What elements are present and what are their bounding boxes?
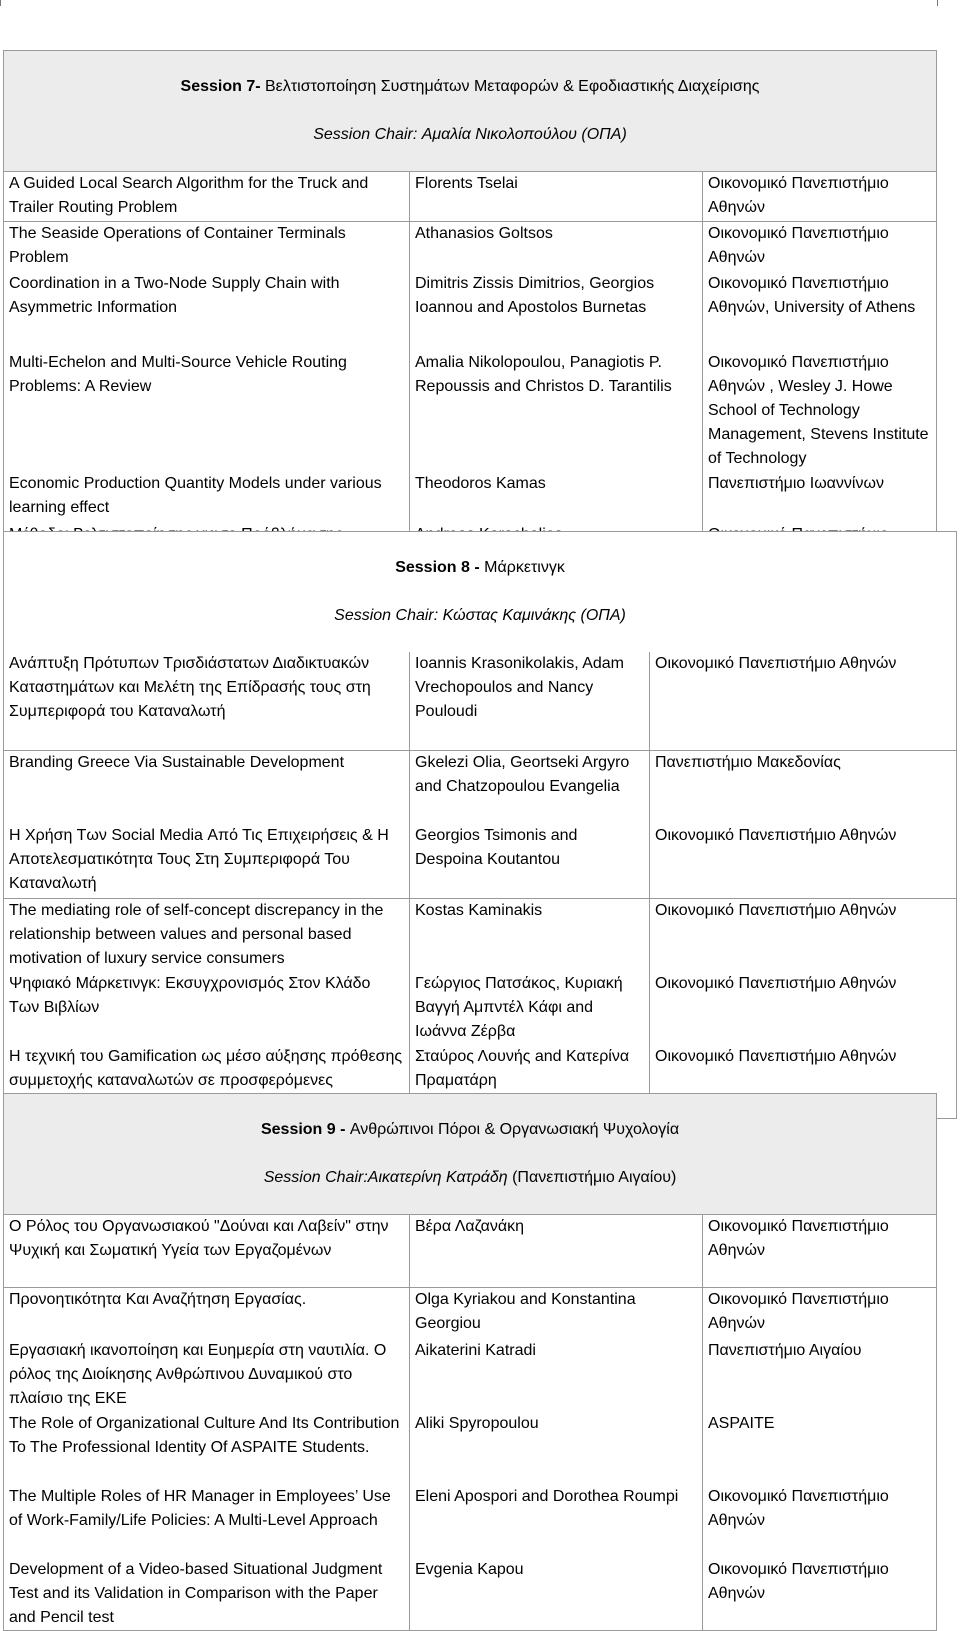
paper-title: The Seaside Operations of Container Terminals Problem xyxy=(4,222,410,272)
paper-affiliation: Οικονομικό Πανεπιστήμιο Αθηνών xyxy=(650,652,957,750)
table-row xyxy=(4,472,937,523)
paper-affiliation: Οικονομικό Πανεπιστήμιο Αθηνών xyxy=(650,972,957,1045)
paper-title: The Multiple Roles of HR Manager in Employees’ Use of Work-Family/Life Policies: A Multi-Level Approach xyxy=(9,1487,391,1529)
table-row xyxy=(4,272,937,351)
paper-title: Η τεχνική του Gamification ως μέσο αύξησης πρόθεσης συμμετοχής καταναλωτών σε προσφερόμενες xyxy=(9,1048,403,1089)
paper-authors: Athanasios Goltsos xyxy=(410,222,703,272)
session-chair: Session Chair: Αμαλία Νικολοπούλου (ΟΠΑ) xyxy=(313,126,627,143)
session-chair: Session Chair: Κώστας Καμινάκης (ΟΠΑ) xyxy=(334,607,626,624)
top-rule-left-stub xyxy=(0,0,1,6)
paper-title: Coordination in a Two-Node Supply Chain with Asymmetric Information xyxy=(9,274,340,316)
paper-authors: Eleni Apospori and Dorothea Roumpi xyxy=(410,1485,703,1558)
paper-affiliation: Οικονομικό Πανεπιστήμιο Αθηνών xyxy=(650,898,957,972)
table-row xyxy=(4,351,937,472)
paper-title: Ο Ρόλος του Οργανωσιακού "Δούναι και Λαβείν" στην Ψυχική και Σωματική Υγεία των Εργαζομένων xyxy=(9,1218,389,1259)
table-row xyxy=(4,1215,937,1288)
paper-title: Multi-Echelon and Multi-Source Vehicle Routing Problems: A Review xyxy=(9,353,347,395)
paper-authors: Gkelezi Olia, Geortseki Argyro and Chatzopoulou Evangelia xyxy=(410,750,650,824)
paper-affiliation: Οικονομικό Πανεπιστήμιο Αθηνών , Wesley J. Howe School of Technology Management, Stevens Institute of Technology xyxy=(703,351,937,472)
paper-affiliation: Οικονομικό Πανεπιστήμιο Αθηνών xyxy=(650,1045,957,1118)
paper-authors: Ioannis Krasonikolakis, Adam Vrechopoulos and Nancy Pouloudi xyxy=(410,652,650,750)
paper-affiliation: ASPAITE xyxy=(703,1412,937,1485)
paper-title: Development of a Video-based Situational Judgment Test and its Validation in Comparison with the Paper and Pencil test xyxy=(9,1560,383,1626)
paper-title: Ανάπτυξη Πρότυπων Τρισδιάστατων Διαδικτυακών Καταστημάτων και Μελέτη της Επίδρασής τους στη Συμπεριφορά του Καταναλωτή xyxy=(9,655,371,720)
table-row xyxy=(4,898,957,972)
paper-authors: Kostas Kaminakis xyxy=(410,898,650,972)
paper-title: Η Χρήση Των Social Media Από Τις Επιχειρήσεις & Η Αποτελεσματικότητα Τους Στη Συμπεριφορά Του Καταναλωτή xyxy=(9,827,389,892)
paper-title: Branding Greece Via Sustainable Development xyxy=(4,750,410,824)
paper-affiliation: Οικονομικό Πανεπιστήμιο Αθηνών xyxy=(703,1288,937,1339)
table-row xyxy=(4,972,957,1045)
session-title: Session 9 - Ανθρώπινοι Πόροι & Οργανωσιακή Ψυχολογία xyxy=(260,1121,680,1138)
paper-title: A Guided Local Search Algorithm for the Truck and Trailer Routing Problem xyxy=(9,175,369,216)
session-title: Session 7- Βελτιστοποίηση Συστημάτων Μεταφορών & Εφοδιαστικής Διαχείρισης xyxy=(180,78,760,95)
top-rule-right-stub xyxy=(937,0,938,6)
paper-authors: Theodoros Kamas xyxy=(410,472,703,523)
paper-title: Economic Production Quantity Models under various learning effect xyxy=(9,474,382,516)
paper-authors: Florents Tselai xyxy=(410,172,703,222)
paper-affiliation: Οικονομικό Πανεπιστήμιο Αθηνών xyxy=(703,1215,937,1288)
session-header xyxy=(4,51,937,172)
paper-authors: Olga Kyriakou and Konstantina Georgiou xyxy=(410,1288,703,1339)
paper-affiliation: Πανεπιστήμιο Αιγαίου xyxy=(703,1339,937,1412)
paper-affiliation: Πανεπιστήμιο Ιωαννίνων xyxy=(703,472,937,523)
session-chair: Session Chair:Αικατερίνη Κατράδη (Πανεπιστήμιο Αιγαίου) xyxy=(263,1169,677,1186)
paper-affiliation: Οικονομικό Πανεπιστήμιο Αθηνών, University of Athens xyxy=(703,272,937,351)
session-8-table xyxy=(3,531,957,1119)
table-row xyxy=(4,1412,937,1485)
paper-title: Ψηφιακό Μάρκετινγκ: Εκσυγχρονισμός Στον Κλάδο Των Βιβλίων xyxy=(9,975,371,1016)
paper-title: The Role of Organizational Culture And Its Contribution To The Professional Identity Of ASPAITE Students. xyxy=(9,1414,400,1456)
session-header xyxy=(4,532,957,653)
paper-authors: Georgios Tsimonis and Despoina Koutantou xyxy=(410,824,650,898)
paper-affiliation: Οικονομικό Πανεπιστήμιο Αθηνών xyxy=(650,824,957,898)
paper-authors: Βέρα Λαζανάκη xyxy=(410,1215,703,1288)
paper-authors: Γεώργιος Πατσάκος, Κυριακή Βαγγή Αμπντέλ Κάφι and Ιωάννα Ζέρβα xyxy=(410,972,650,1045)
session-9-table xyxy=(3,1093,937,1631)
table-row xyxy=(4,1339,937,1412)
table-row xyxy=(4,824,957,898)
paper-title: Προνοητικότητα Και Αναζήτηση Εργασίας. xyxy=(4,1288,410,1339)
table-row xyxy=(4,172,937,222)
paper-authors: Evgenia Kapou xyxy=(410,1558,703,1631)
paper-title: Εργασιακή ικανοποίηση και Ευημερία στη ναυτιλία. Ο ρόλος της Διοίκησης Ανθρώπινου Δυναμικού στο πλαίσιο της ΕΚΕ xyxy=(9,1341,387,1407)
session-title: Session 8 - Μάρκετινγκ xyxy=(395,559,565,576)
table-row xyxy=(4,652,957,750)
table-row xyxy=(4,1288,937,1339)
table-row xyxy=(4,1558,937,1631)
table-row xyxy=(4,222,937,272)
table-row xyxy=(4,750,957,824)
paper-authors: Dimitris Zissis Dimitrios, Georgios Ioannou and Apostolos Burnetas xyxy=(410,272,703,351)
page-top-rule xyxy=(0,0,960,6)
table-row xyxy=(4,1485,937,1558)
paper-authors: Aliki Spyropoulou xyxy=(410,1412,703,1485)
paper-affiliation: Οικονομικό Πανεπιστήμιο Αθηνών xyxy=(703,222,937,272)
paper-authors: Σταύρος Λουνής and Κατερίνα Πραματάρη xyxy=(410,1045,650,1118)
paper-authors: Amalia Nikolopoulou, Panagiotis P. Repoussis and Christos D. Tarantilis xyxy=(410,351,703,472)
paper-affiliation: Οικονομικό Πανεπιστήμιο Αθηνών xyxy=(703,1558,937,1631)
paper-authors: Aikaterini Katradi xyxy=(410,1339,703,1412)
paper-affiliation: Πανεπιστήμιο Μακεδονίας xyxy=(650,750,957,824)
session-header xyxy=(4,1094,937,1215)
paper-affiliation: Οικονομικό Πανεπιστήμιο Αθηνών xyxy=(703,172,937,222)
session-7-table xyxy=(3,50,937,572)
paper-title: The mediating role of self-concept discrepancy in the relationship between values and personal based motivation of luxury service consumers xyxy=(4,898,410,972)
paper-affiliation: Οικονομικό Πανεπιστήμιο Αθηνών xyxy=(703,1485,937,1558)
